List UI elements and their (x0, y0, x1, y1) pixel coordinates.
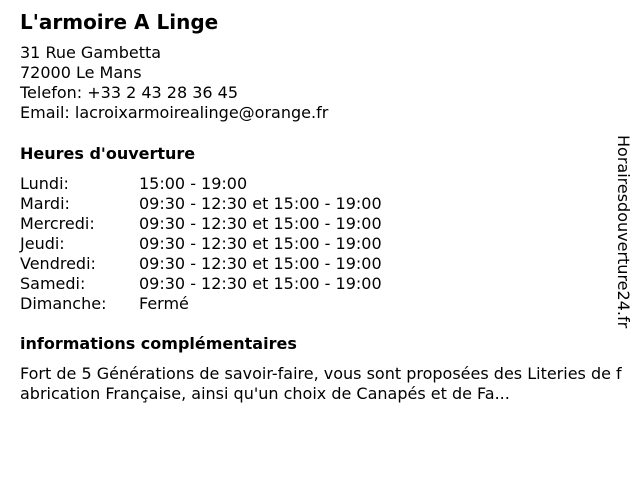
business-description: Fort de 5 Générations de savoir-faire, vous sont proposées des Literies de fabrication Française, ainsi qu'un choix de Canapés et de Fa... (20, 364, 622, 403)
email-address: Email: lacroixarmoirealinge@orange.fr (20, 103, 329, 122)
day-label: Jeudi: (20, 234, 65, 253)
time-value: 09:30 - 12:30 et 15:00 - 19:00 (139, 274, 382, 293)
time-value: 09:30 - 12:30 et 15:00 - 19:00 (139, 194, 382, 213)
day-label: Mercredi: (20, 214, 95, 233)
day-label: Vendredi: (20, 254, 96, 273)
hours-heading: Heures d'ouverture (20, 144, 196, 163)
day-label: Samedi: (20, 274, 86, 293)
time-value: 09:30 - 12:30 et 15:00 - 19:00 (139, 234, 382, 253)
time-value: 09:30 - 12:30 et 15:00 - 19:00 (139, 254, 382, 273)
time-value: 09:30 - 12:30 et 15:00 - 19:00 (139, 214, 382, 233)
time-value: 15:00 - 19:00 (139, 174, 248, 193)
info-heading: informations complémentaires (20, 334, 297, 353)
day-label: Dimanche: (20, 294, 107, 313)
day-label: Mardi: (20, 194, 70, 213)
day-label: Lundi: (20, 174, 69, 193)
city-postal: 72000 Le Mans (20, 63, 142, 82)
business-name: L'armoire A Linge (20, 10, 219, 34)
business-contact (20, 43, 328, 123)
phone-number: Telefon: +33 2 43 28 36 45 (20, 83, 239, 102)
site-watermark: Horairesdouverture24.fr (614, 135, 633, 329)
time-value: Fermé (139, 294, 189, 313)
street-address: 31 Rue Gambetta (20, 43, 162, 62)
